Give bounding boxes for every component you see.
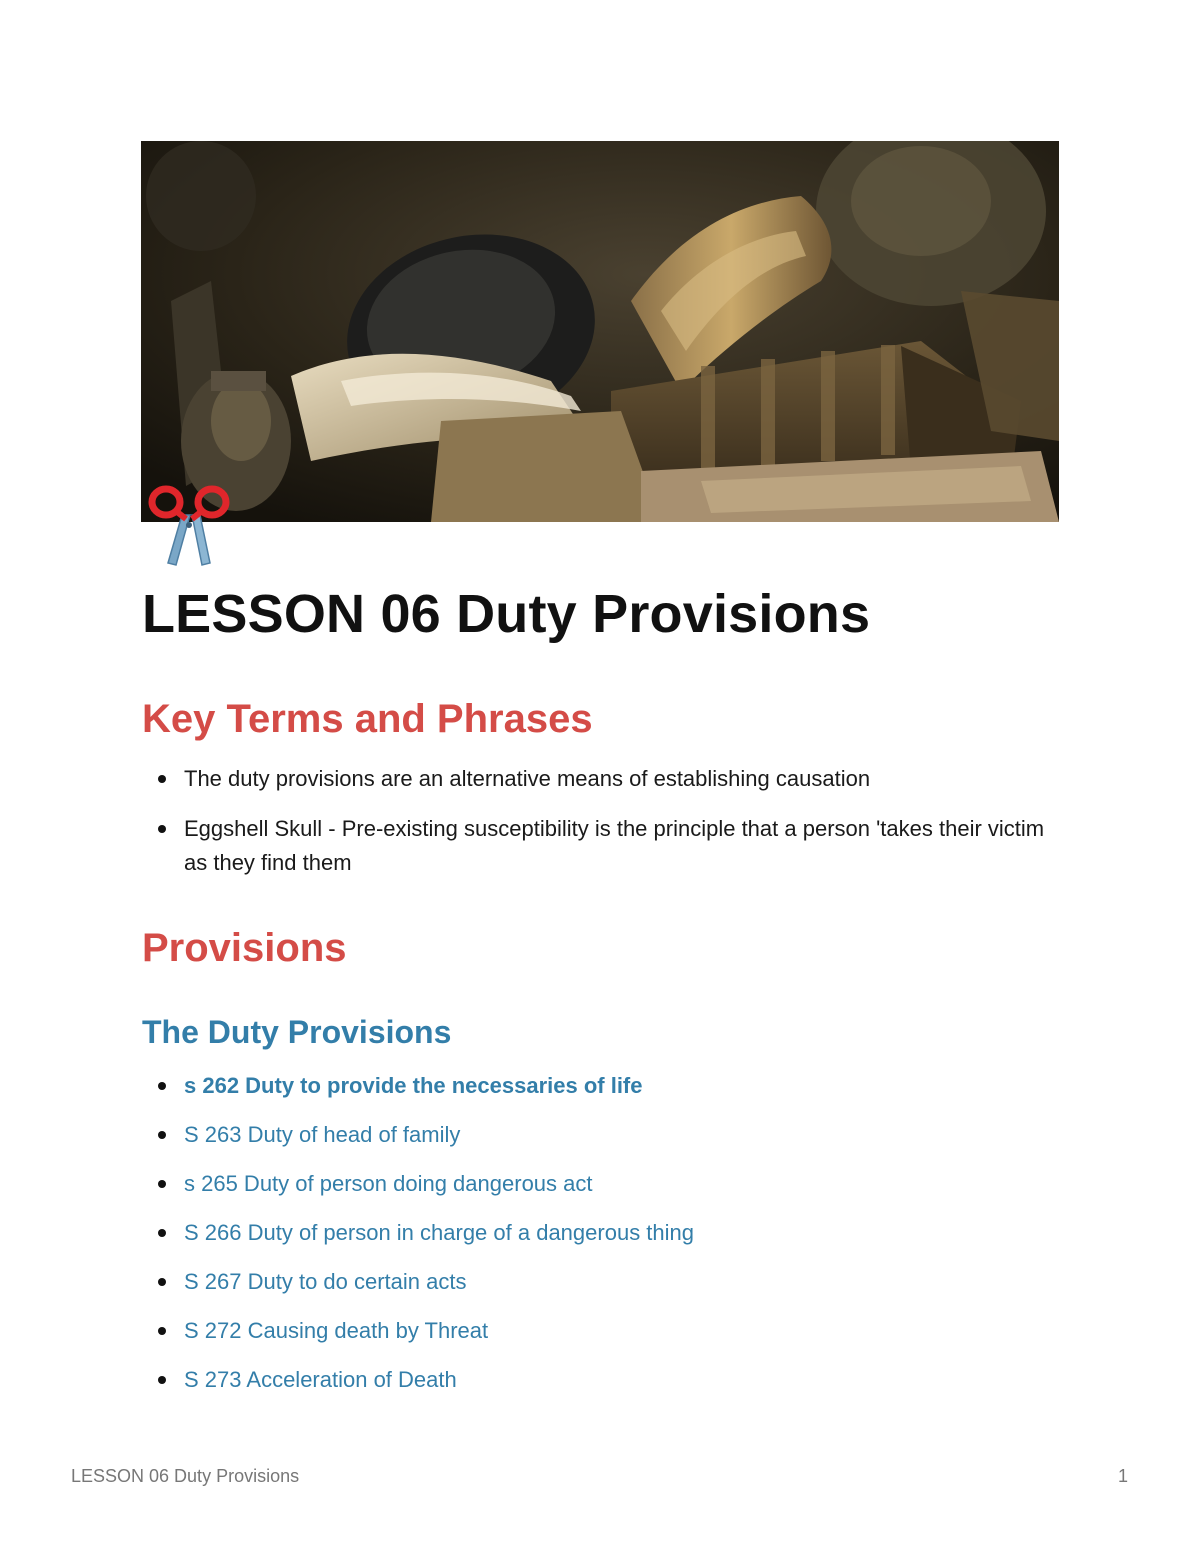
- page-title: LESSON 06 Duty Provisions: [142, 584, 871, 644]
- provision-link-s267[interactable]: S 267 Duty to do certain acts: [142, 1265, 1062, 1299]
- provision-link-s272[interactable]: S 272 Causing death by Threat: [142, 1314, 1062, 1348]
- list-item: Eggshell Skull - Pre-existing susceptibility is the principle that a person 'takes their victim as they find them: [142, 812, 1062, 880]
- provisions-list: [142, 1069, 1062, 1412]
- key-terms-heading: Key Terms and Phrases: [142, 697, 593, 741]
- key-terms-list: [142, 762, 1062, 896]
- provisions-heading: Provisions: [142, 926, 347, 970]
- cover-image: [141, 141, 1059, 522]
- still-life-painting: [141, 141, 1059, 522]
- scissors-icon[interactable]: [146, 485, 232, 571]
- provision-link-s273[interactable]: S 273 Acceleration of Death: [142, 1363, 1062, 1397]
- footer-title: LESSON 06 Duty Provisions: [71, 1466, 300, 1486]
- provision-link-s265[interactable]: s 265 Duty of person doing dangerous act: [142, 1167, 1062, 1201]
- provision-link-s262[interactable]: s 262 Duty to provide the necessaries of life: [142, 1069, 1062, 1103]
- provision-link-s266[interactable]: S 266 Duty of person in charge of a dangerous thing: [142, 1216, 1062, 1250]
- provision-link-s263[interactable]: S 263 Duty of head of family: [142, 1118, 1062, 1152]
- list-item: The duty provisions are an alternative means of establishing causation: [142, 762, 1062, 796]
- page-number: 1: [1117, 1466, 1128, 1486]
- duty-provisions-subheading: The Duty Provisions: [142, 1014, 452, 1050]
